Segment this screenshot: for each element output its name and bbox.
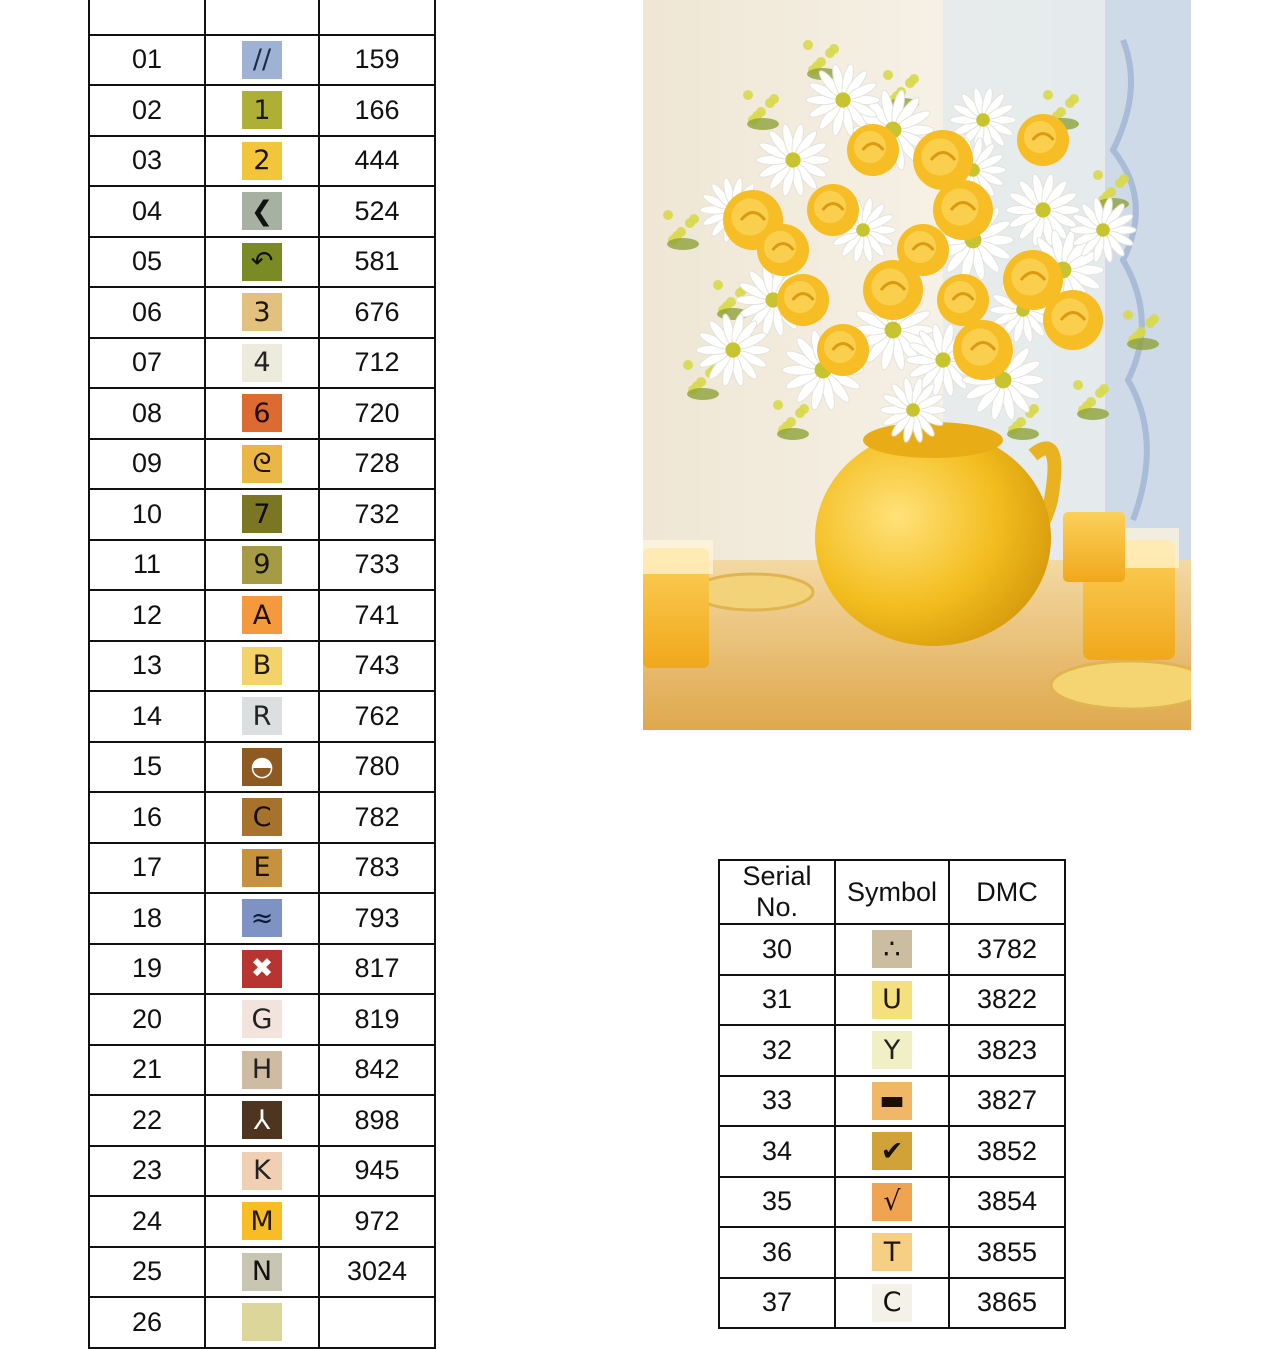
symbol-swatch: C: [872, 1284, 912, 1322]
symbol-swatch: ∴: [872, 930, 912, 968]
symbol-swatch: T: [872, 1233, 912, 1271]
symbol-swatch: M: [242, 1202, 282, 1240]
solidago-sprig: [743, 90, 753, 100]
symbol-cell: [835, 1177, 949, 1228]
symbol-swatch: E: [242, 849, 282, 887]
solidago-sprig: [1123, 310, 1133, 320]
serial-number-cell: 23: [89, 1146, 205, 1197]
symbol-cell: [835, 1126, 949, 1177]
symbol-cell: [205, 1146, 319, 1197]
dmc-code-cell: 793: [319, 893, 435, 944]
symbol-cell: [205, 35, 319, 86]
solidago-sprig: [773, 400, 783, 410]
serial-number-cell: 37: [719, 1278, 835, 1329]
serial-number-cell: 15: [89, 742, 205, 793]
header-serial-no: Serial No.: [719, 860, 835, 924]
symbol-swatch: 4: [242, 344, 282, 382]
symbol-cell: [205, 237, 319, 288]
symbol-cell: [205, 1095, 319, 1146]
table-row: [89, 35, 435, 86]
symbol-cell: [205, 439, 319, 490]
symbol-swatch: 7: [242, 495, 282, 533]
bouquet-illustration: [643, 0, 1191, 730]
serial-number-cell: 02: [89, 85, 205, 136]
symbol-cell: [205, 1045, 319, 1096]
symbol-swatch: ◓: [242, 748, 282, 786]
serial-number-cell: 12: [89, 590, 205, 641]
daisy-center: [885, 322, 902, 339]
dmc-code-cell: 524: [319, 186, 435, 237]
dmc-code-cell: 3782: [949, 924, 1065, 975]
symbol-cell: [205, 540, 319, 591]
solidago-sprig: [1115, 178, 1125, 188]
dmc-code-cell: 3827: [949, 1076, 1065, 1127]
solidago-sprig: [765, 98, 775, 108]
symbol-cell: [835, 975, 949, 1026]
solidago-sprig: [1073, 380, 1083, 390]
serial-number-cell: 18: [89, 893, 205, 944]
color-chart-table-left: [88, 0, 436, 1349]
serial-number-cell: 13: [89, 641, 205, 692]
table-row: [89, 691, 435, 742]
table-row: [719, 1076, 1065, 1127]
solidago-sprig: [1065, 98, 1075, 108]
right-table-body: [719, 924, 1065, 1328]
dmc-code-cell: 444: [319, 136, 435, 187]
vase-neck: [863, 422, 1003, 458]
symbol-swatch: 9: [242, 546, 282, 584]
leaf: [1077, 408, 1109, 420]
symbol-swatch: //: [242, 41, 282, 79]
symbol-swatch: 2: [242, 142, 282, 180]
solidago-sprig: [825, 48, 835, 58]
serial-number-cell: 34: [719, 1126, 835, 1177]
dmc-code-cell: 741: [319, 590, 435, 641]
serial-number-cell: 14: [89, 691, 205, 742]
symbol-swatch: C: [242, 798, 282, 836]
table-row: [89, 590, 435, 641]
table-row: [89, 1146, 435, 1197]
dmc-code-cell: 720: [319, 388, 435, 439]
solidago-sprig: [1043, 90, 1053, 100]
symbol-cell: [835, 924, 949, 975]
symbol-cell: [205, 136, 319, 187]
daisy-center: [785, 152, 800, 167]
symbol-swatch: A: [242, 596, 282, 634]
dmc-code-cell: 898: [319, 1095, 435, 1146]
serial-number-cell: 22: [89, 1095, 205, 1146]
daisy-center: [1035, 202, 1050, 217]
solidago-sprig: [1093, 170, 1103, 180]
table-row: [89, 85, 435, 136]
table-row: [89, 186, 435, 237]
symbol-cell: [205, 742, 319, 793]
solidago-sprig: [713, 280, 723, 290]
dmc-code-cell: 842: [319, 1045, 435, 1096]
symbol-cell: [205, 691, 319, 742]
symbol-cell: [205, 590, 319, 641]
symbol-cell: [205, 287, 319, 338]
table-row: [89, 1297, 435, 1348]
dmc-code-cell: 3854: [949, 1177, 1065, 1228]
dmc-code-cell: 780: [319, 742, 435, 793]
table-row: [89, 994, 435, 1045]
serial-number-cell: 08: [89, 388, 205, 439]
symbol-cell: [835, 1025, 949, 1076]
symbol-swatch: U: [872, 981, 912, 1019]
symbol-cell: [835, 1278, 949, 1329]
symbol-cell: [205, 85, 319, 136]
table-row: [719, 1126, 1065, 1177]
symbol-swatch: ✔: [872, 1132, 912, 1170]
serial-number-cell: 31: [719, 975, 835, 1026]
symbol-swatch: Y: [872, 1031, 912, 1069]
daisy-center: [856, 223, 870, 237]
symbol-cell: [205, 489, 319, 540]
solidago-sprig: [883, 70, 893, 80]
table-row: [89, 1196, 435, 1247]
header-symbol: Symbol: [835, 860, 949, 924]
flower-bouquet-picture: [643, 0, 1191, 730]
dmc-code-cell: 166: [319, 85, 435, 136]
symbol-cell: [205, 893, 319, 944]
symbol-swatch: √: [872, 1183, 912, 1221]
table-row: [89, 489, 435, 540]
dmc-code-cell: 3822: [949, 975, 1065, 1026]
dmc-code-cell: 728: [319, 439, 435, 490]
table-row: [89, 843, 435, 894]
serial-number-cell: [89, 0, 205, 35]
solidago-sprig: [1145, 318, 1155, 328]
table-row: [89, 1095, 435, 1146]
curtain: [1105, 0, 1191, 560]
serial-number-cell: 01: [89, 35, 205, 86]
dmc-code-cell: 3852: [949, 1126, 1065, 1177]
symbol-swatch: 3: [242, 293, 282, 331]
daisy-center: [1096, 223, 1110, 237]
table-row: [89, 439, 435, 490]
serial-number-cell: 11: [89, 540, 205, 591]
serial-number-cell: 21: [89, 1045, 205, 1096]
dmc-code-cell: [319, 1297, 435, 1348]
daisy-center: [835, 92, 850, 107]
glass-left: [643, 540, 713, 668]
symbol-cell: [205, 1196, 319, 1247]
table-row: [89, 287, 435, 338]
symbol-swatch: G: [242, 1000, 282, 1038]
solidago-sprig: [1095, 388, 1105, 398]
table-row: [89, 1247, 435, 1298]
left-table-body: [89, 0, 435, 1348]
symbol-swatch: ≈: [242, 899, 282, 937]
serial-number-cell: 03: [89, 136, 205, 187]
symbol-swatch: ↶: [242, 243, 282, 281]
dmc-code-cell: 782: [319, 792, 435, 843]
dmc-code-cell: 3865: [949, 1278, 1065, 1329]
dmc-code-cell: 762: [319, 691, 435, 742]
leaf: [777, 428, 809, 440]
table-row: [719, 975, 1065, 1026]
serial-number-cell: 24: [89, 1196, 205, 1247]
serial-number-cell: 16: [89, 792, 205, 843]
daisy-center: [906, 403, 920, 417]
table-row: [719, 924, 1065, 975]
vase: [815, 430, 1051, 646]
symbol-cell: [205, 792, 319, 843]
leaf: [1127, 338, 1159, 350]
solidago-sprig: [905, 78, 915, 88]
symbol-cell: [205, 843, 319, 894]
serial-number-cell: 07: [89, 338, 205, 389]
table-row: [89, 893, 435, 944]
dmc-code-cell: 945: [319, 1146, 435, 1197]
serial-number-cell: 06: [89, 287, 205, 338]
table-row: [89, 540, 435, 591]
solidago-sprig: [685, 218, 695, 228]
symbol-swatch: K: [242, 1152, 282, 1190]
dmc-code-cell: 3024: [319, 1247, 435, 1298]
glass-back: [1063, 512, 1125, 582]
serial-number-cell: 09: [89, 439, 205, 490]
symbol-swatch: ▬: [872, 1082, 912, 1120]
serial-number-cell: 19: [89, 944, 205, 995]
symbol-swatch: [242, 1303, 282, 1341]
table-row: [89, 641, 435, 692]
serial-number-cell: 04: [89, 186, 205, 237]
daisy-center: [935, 352, 950, 367]
right-table-header: [719, 860, 1065, 924]
table-row: [89, 388, 435, 439]
dmc-code-cell: 743: [319, 641, 435, 692]
solidago-sprig: [795, 408, 805, 418]
leaf: [747, 118, 779, 130]
symbol-swatch: H: [242, 1051, 282, 1089]
serial-number-cell: 35: [719, 1177, 835, 1228]
serial-number-cell: 05: [89, 237, 205, 288]
plate-right: [1051, 661, 1191, 709]
daisy-center: [976, 113, 990, 127]
symbol-cell: [205, 1247, 319, 1298]
symbol-cell: [205, 994, 319, 1045]
symbol-cell: [205, 0, 319, 35]
leaf: [687, 388, 719, 400]
symbol-swatch: ⅄: [242, 1101, 282, 1139]
table-row: [89, 742, 435, 793]
serial-number-cell: 36: [719, 1227, 835, 1278]
table-row: [89, 338, 435, 389]
symbol-swatch: 1: [242, 91, 282, 129]
symbol-swatch: B: [242, 647, 282, 685]
table-row: [89, 0, 435, 35]
serial-number-cell: 30: [719, 924, 835, 975]
symbol-cell: [205, 338, 319, 389]
symbol-swatch: ✖: [242, 950, 282, 988]
leaf: [667, 238, 699, 250]
solidago-sprig: [663, 210, 673, 220]
dmc-code-cell: 783: [319, 843, 435, 894]
dmc-code-cell: 3855: [949, 1227, 1065, 1278]
dmc-code-cell: 732: [319, 489, 435, 540]
symbol-swatch: R: [242, 697, 282, 735]
dmc-code-cell: 712: [319, 338, 435, 389]
dmc-code-cell: 817: [319, 944, 435, 995]
serial-number-cell: 10: [89, 489, 205, 540]
symbol-cell: [205, 1297, 319, 1348]
solidago-sprig: [803, 40, 813, 50]
table-row: [719, 1227, 1065, 1278]
symbol-swatch: ᘓ: [242, 445, 282, 483]
leaf: [1007, 428, 1039, 440]
table-row: [89, 136, 435, 187]
symbol-cell: [835, 1076, 949, 1127]
symbol-swatch: ❮: [242, 192, 282, 230]
serial-number-cell: 17: [89, 843, 205, 894]
color-chart-table-right: [718, 859, 1066, 1329]
dmc-code-cell: 972: [319, 1196, 435, 1247]
dmc-code-cell: 676: [319, 287, 435, 338]
symbol-swatch: N: [242, 1253, 282, 1291]
dmc-code-cell: 819: [319, 994, 435, 1045]
symbol-swatch: 6: [242, 394, 282, 432]
dmc-code-cell: [319, 0, 435, 35]
table-row: [89, 1045, 435, 1096]
symbol-cell: [205, 944, 319, 995]
daisy-center: [725, 342, 740, 357]
serial-number-cell: 20: [89, 994, 205, 1045]
table-row: [719, 1177, 1065, 1228]
serial-number-cell: 25: [89, 1247, 205, 1298]
plate-left: [693, 574, 813, 610]
symbol-cell: [205, 388, 319, 439]
dmc-code-cell: 733: [319, 540, 435, 591]
dmc-code-cell: 3823: [949, 1025, 1065, 1076]
header-dmc: DMC: [949, 860, 1065, 924]
table-row: [719, 1278, 1065, 1329]
serial-number-cell: 32: [719, 1025, 835, 1076]
table-row: [89, 944, 435, 995]
table-row: [89, 237, 435, 288]
symbol-cell: [835, 1227, 949, 1278]
symbol-cell: [205, 641, 319, 692]
serial-number-cell: 33: [719, 1076, 835, 1127]
solidago-sprig: [683, 360, 693, 370]
table-row: [719, 1025, 1065, 1076]
symbol-cell: [205, 186, 319, 237]
serial-number-cell: 26: [89, 1297, 205, 1348]
table-row: [89, 792, 435, 843]
dmc-code-cell: 581: [319, 237, 435, 288]
dmc-code-cell: 159: [319, 35, 435, 86]
